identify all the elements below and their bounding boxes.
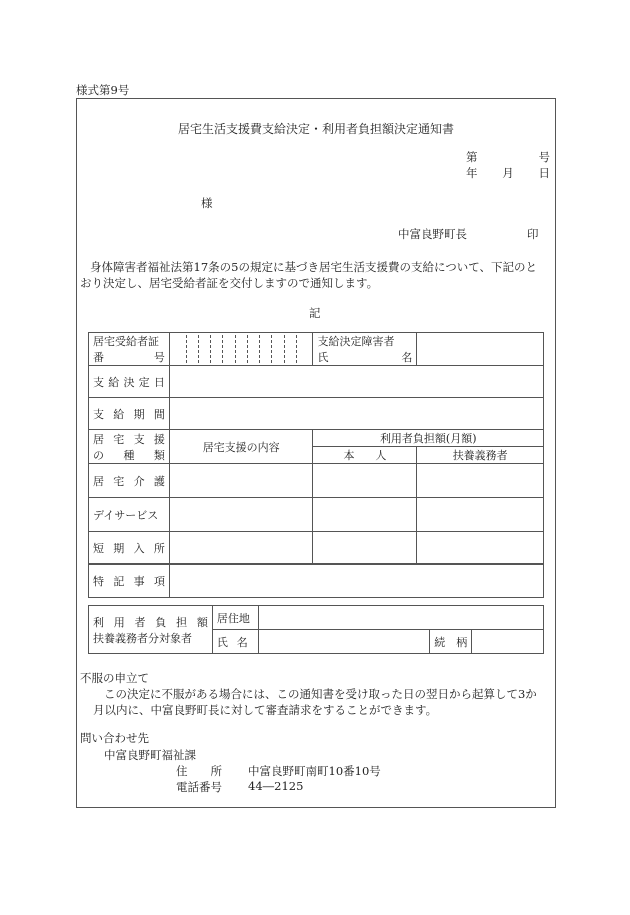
home-care-content <box>169 464 313 498</box>
support-content-header: 居宅支援の内容 <box>169 430 313 464</box>
date-day: 日 <box>538 166 550 180</box>
period-label: 支 給 期 間 <box>89 398 170 430</box>
date-line <box>466 165 550 181</box>
disabled-name-label-1: 支給決定障害者 <box>317 335 395 348</box>
phone-label: 電話番号 <box>176 780 222 794</box>
notes-label: 特 記 事 項 <box>89 564 170 598</box>
home-care-self <box>313 464 417 498</box>
relation-field <box>472 630 544 654</box>
cert-number-field <box>169 333 313 366</box>
burden-target-table <box>88 605 544 654</box>
burden-monthly-header: 利用者負担額(月額) <box>313 430 544 447</box>
disabled-name-field <box>417 333 544 366</box>
cert-number-label <box>89 333 170 366</box>
short-stay-content <box>169 532 313 565</box>
disabled-name-label-2: 氏 名 <box>317 351 413 364</box>
number-line <box>466 149 550 165</box>
decision-table <box>88 332 544 565</box>
document-title: 居宅生活支援費支給決定・利用者負担額決定通知書 <box>178 122 455 136</box>
objection-line-2: 月以内に、中富良野町長に対して審査請求をすることができます。 <box>93 703 438 717</box>
day-service-content <box>169 498 313 532</box>
burden-target-label-2: 扶養義務者分対象者 <box>93 631 192 645</box>
phone-value: 44―2125 <box>248 779 304 793</box>
body-line-1: 身体障害者福祉法第17条の5の規定に基づき居宅生活支援費の支給について、下記のと <box>90 260 537 274</box>
cert-number-label-1: 居宅受給者証 <box>93 335 159 348</box>
relation-label: 続 柄 <box>430 630 472 654</box>
objection-heading: 不服の申立て <box>80 671 149 685</box>
home-care-dependent <box>417 464 544 498</box>
dependent-header: 扶養義務者 <box>417 447 544 464</box>
disabled-name-label <box>313 333 417 366</box>
day-service-self <box>313 498 417 532</box>
support-type-label: 居 宅 支 援 の 種 類 <box>89 430 170 464</box>
burden-target-label: 利 用 者 負 担 額 扶養義務者分対象者 <box>89 606 213 654</box>
notes-field <box>170 564 544 598</box>
issuer: 中富良野町長 <box>398 227 467 241</box>
period-field <box>169 398 543 430</box>
body-line-2: おり決定し、居宅受給者証を交付しますので通知します。 <box>80 276 379 290</box>
self-header: 本 人 <box>313 447 417 464</box>
short-stay-self <box>313 532 417 565</box>
day-service-dependent <box>417 498 544 532</box>
date-year: 年 <box>466 166 478 180</box>
row-label-short-stay: 短 期 入 所 <box>89 532 170 565</box>
seal-mark: 印 <box>527 227 539 241</box>
address-label: 住 所 <box>176 764 222 778</box>
form-number: 様式第9号 <box>76 83 130 97</box>
residence-field <box>258 606 543 630</box>
date-month: 月 <box>502 166 514 180</box>
decision-date-field <box>169 366 543 398</box>
name-label: 氏 名 <box>212 630 258 654</box>
decision-date-label: 支 給 決 定 日 <box>89 366 170 398</box>
name-field <box>258 630 429 654</box>
contact-office: 中富良野町福祉課 <box>104 748 196 762</box>
number-go: 号 <box>538 150 550 164</box>
number-dai: 第 <box>466 150 478 164</box>
notes-table <box>88 563 544 598</box>
ki-marker: 記 <box>309 306 321 320</box>
address-value: 中富良野町南町10番10号 <box>248 764 381 778</box>
short-stay-dependent <box>417 532 544 565</box>
row-label-day-service: デイサービス <box>89 498 170 532</box>
residence-label: 居住地 <box>212 606 258 630</box>
cert-number-label-2: 番 号 <box>93 351 165 364</box>
contact-heading: 問い合わせ先 <box>80 731 149 745</box>
recipient-suffix: 様 <box>201 196 213 210</box>
row-label-home-care: 居 宅 介 護 <box>89 464 170 498</box>
objection-line-1: この決定に不服がある場合には、この通知書を受け取った日の翌日から起算して3か <box>104 687 537 701</box>
